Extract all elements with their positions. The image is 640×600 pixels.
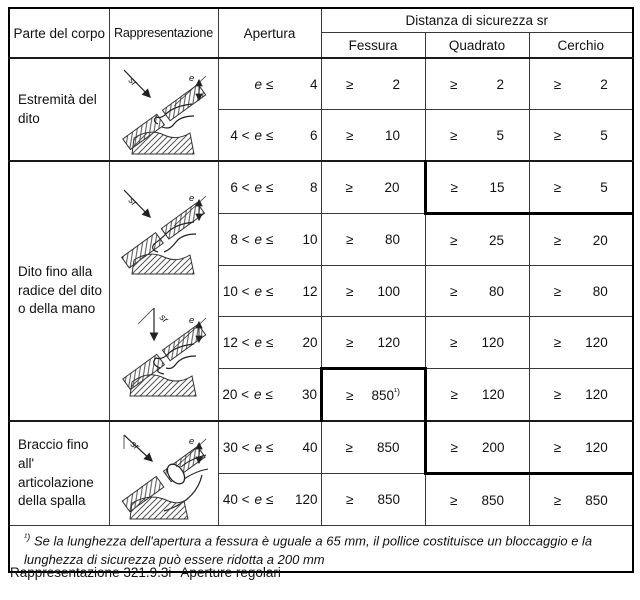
caption-label: Rappresentazione 321.9.3i [10,565,172,580]
aperture-upper-bound: 12 [302,283,318,299]
value-number: 850 [481,492,504,508]
representation-cell [109,58,218,161]
ge-sign: ≥ [450,76,458,92]
value-number: 15 [489,179,505,195]
ge-sign: ≥ [346,492,354,507]
sr-label: sr [156,312,170,326]
circle-value-cell [529,161,633,214]
aperture-cell [218,369,321,422]
distance-value [346,232,400,247]
aperture-lower-bound: 6 < [230,180,250,195]
value-number: 5 [496,127,504,143]
circle-value-cell [529,369,633,422]
square-value-cell [425,58,529,110]
aperture-relation: ≤ [266,492,274,507]
value-footnote-ref: ¹) [394,386,400,396]
circle-value-cell [529,58,633,110]
value-number: 120 [585,335,608,350]
circle-value-cell [529,317,633,369]
slot-value-cell [321,58,425,110]
ge-sign: ≥ [553,76,562,92]
ge-sign: ≥ [345,440,353,455]
circle-value-cell [529,110,633,162]
aperture-variable: e [254,283,263,299]
distance-value [346,440,400,455]
circle-value-cell [529,214,633,266]
value-number: 850 [585,492,608,508]
distance-value [346,388,400,403]
value-number: 120 [585,439,608,455]
aperture-relation: ≤ [266,180,274,195]
distance-value [554,387,608,402]
value-number: 80 [384,232,400,247]
value-number: 120 [585,387,608,402]
header-representation: Rappresentazione [109,8,218,58]
caption-title: Aperture regolari [180,565,281,580]
value-number: 200 [481,439,505,455]
aperture-cell [218,421,321,474]
sr-label: sr [127,438,141,452]
ge-sign: ≥ [450,335,458,350]
header-aperture: Apertura [218,8,321,58]
table-row [9,421,633,474]
value-number: 2 [496,76,504,92]
ge-sign: ≥ [346,387,354,403]
square-value-cell [425,421,529,474]
ge-sign: ≥ [346,283,354,299]
aperture-upper-bound: 120 [294,492,318,507]
distance-value [346,180,400,195]
distance-value [450,233,504,248]
distance-value [450,493,504,508]
aperture-expression [222,335,318,350]
aperture-upper-bound: 4 [309,76,318,92]
footnote-marker: ¹) [24,532,31,543]
square-value-cell [425,161,529,214]
ge-sign: ≥ [450,283,458,299]
aperture-upper-bound: 40 [302,440,318,455]
aperture-expression [222,128,318,143]
distance-value [346,77,400,92]
ge-sign: ≥ [553,283,562,299]
square-value-cell [425,317,529,369]
distance-value [554,335,608,350]
aperture-upper-bound: 20 [302,335,318,350]
finger-slot-diagram [114,184,214,276]
aperture-relation: ≤ [266,283,274,299]
distance-value [346,492,400,507]
value-number: 850 [377,492,400,507]
distance-value [450,284,504,299]
distance-value [450,77,504,92]
fingertip-slot-diagram [114,64,214,156]
aperture-cell [218,317,321,369]
aperture-expression [222,440,318,455]
body-part-cell: Braccio fino all' articolazione della spalla [9,421,109,526]
header-body-part: Parte del corpo [9,8,109,58]
distance-value [554,493,608,508]
value-number: 5 [600,127,608,143]
slot-value-cell [321,369,425,422]
distance-value [450,335,504,350]
value-number: 850$^{^1)}$ [371,386,400,403]
body-part-cell: Dito fino alla radice del dito o della mano [9,161,109,421]
slot-value-cell [321,317,425,369]
value-number: 80 [592,283,608,299]
aperture-variable: e [254,232,263,247]
value-number: 2 [392,76,400,92]
distance-value [554,77,608,92]
value-number: 5 [600,179,608,195]
aperture-expression [222,77,318,92]
table-caption [10,565,281,580]
slot-value-cell [321,214,425,266]
distance-value [346,284,400,299]
aperture-lower-bound: 10 < [222,283,250,299]
ge-sign: ≥ [450,232,458,248]
ge-sign: ≥ [553,335,562,350]
ge-sign: ≥ [450,127,458,143]
distance-value [451,180,505,195]
aperture-lower-bound: 40 < [222,492,250,507]
aperture-relation: ≤ [266,335,274,350]
aperture-variable: e [254,127,263,143]
ge-sign: ≥ [553,439,562,455]
slot-value-cell [321,266,425,317]
ge-sign: ≥ [553,127,562,143]
aperture-cell [218,474,321,526]
ge-sign: ≥ [450,492,458,508]
table-row [9,161,633,214]
aperture-expression [222,232,318,247]
header-circle: Cerchio [529,33,633,59]
value-number: 25 [488,232,504,248]
aperture-relation: ≤ [266,440,274,455]
aperture-relation: ≤ [266,76,274,92]
distance-value [554,284,608,299]
square-value-cell [425,214,529,266]
aperture-expression [221,387,317,402]
distance-value [346,335,400,350]
aperture-variable: e [254,335,263,350]
aperture-lower-bound: 4 < [230,127,250,143]
ge-sign: ≥ [346,232,354,247]
aperture-upper-bound: 10 [302,232,318,247]
aperture-variable: e [254,440,263,455]
square-value-cell [425,474,529,526]
value-number: 10 [384,127,400,143]
value-number: 850 [376,440,400,455]
ge-sign: ≥ [450,179,458,195]
aperture-lower-bound: 20 < [222,387,249,402]
footnote-text: Se la lunghezza dell'apertura a fessura è uguale a 65 mm, il pollice costituisce un bloccaggio e la lunghezza di sicurezza può essere ridotta a 200 mm [24,533,593,567]
square-value-cell [425,369,529,422]
distance-value [346,128,400,143]
aperture-relation: ≤ [266,127,274,143]
slot-value-cell [321,474,425,526]
ge-sign: ≥ [553,492,562,508]
ge-sign: ≥ [450,387,458,402]
square-value-cell [425,266,529,317]
aperture-upper-bound: 30 [301,387,317,402]
aperture-cell [218,266,321,317]
header-row-1 [9,8,633,33]
ge-sign: ≥ [346,76,354,92]
distance-value [554,440,608,455]
aperture-expression [222,492,318,507]
ge-sign: ≥ [553,387,562,402]
header-slot: Fessura [321,33,425,59]
representation-cell [109,161,218,421]
safety-distance-table [8,7,634,573]
table-row [9,58,633,110]
slot-value-cell [321,110,425,162]
distance-value [554,128,608,143]
square-value-cell [425,110,529,162]
distance-value [451,387,505,402]
aperture-lower-bound: 12 < [222,335,250,350]
sr-label: sr [125,74,139,89]
aperture-variable: e [254,387,262,402]
ge-sign: ≥ [346,334,354,350]
aperture-variable: e [254,180,263,195]
hand-slot-diagram [114,302,214,398]
representation-diagrams [110,184,218,398]
ge-sign: ≥ [346,127,354,143]
circle-value-cell [529,421,633,474]
value-number: 100 [377,283,400,299]
value-number: 120 [481,335,504,350]
distance-value [554,180,608,195]
representation-diagrams [110,427,218,521]
sr-label: sr [125,195,139,209]
body-part-cell: Estremità del dito [9,58,109,161]
ge-sign: ≥ [345,180,353,195]
table-body [9,58,633,526]
aperture-expression [222,284,318,299]
distance-value [450,128,504,143]
e-label: e [188,72,194,84]
aperture-relation: ≤ [265,387,273,402]
aperture-cell [218,58,321,110]
aperture-upper-bound: 8 [309,180,318,195]
circle-value-cell [529,474,633,526]
table-header [9,8,633,58]
value-number: 120 [377,334,400,350]
e-label: e [188,435,194,447]
aperture-relation: ≤ [266,232,274,247]
aperture-variable: e [254,492,263,507]
e-label: e [188,193,194,204]
aperture-lower-bound: 30 < [222,440,250,455]
header-square: Quadrato [425,33,529,59]
ge-sign: ≥ [450,439,458,455]
slot-value-cell [321,161,425,214]
aperture-cell [218,214,321,266]
aperture-cell [218,110,321,162]
e-label: e [188,315,194,326]
distance-value [451,440,505,455]
value-number: 20 [592,232,608,248]
distance-value [554,233,608,248]
ge-sign: ≥ [553,232,562,248]
aperture-expression [222,180,318,195]
value-number: 20 [384,180,400,195]
value-number: 120 [481,387,505,402]
aperture-cell [218,161,321,214]
circle-value-cell [529,266,633,317]
aperture-variable: e [254,76,263,92]
ge-sign: ≥ [553,179,562,195]
value-number: 2 [600,76,608,92]
header-distance-group: Distanza di sicurezza sr [321,8,633,33]
representation-diagrams [110,64,218,156]
slot-value-cell [321,421,425,474]
value-number: 80 [488,283,504,299]
aperture-lower-bound: 8 < [230,232,250,247]
arm-slot-diagram [114,427,214,521]
aperture-upper-bound: 6 [309,127,318,143]
representation-cell [109,421,218,526]
